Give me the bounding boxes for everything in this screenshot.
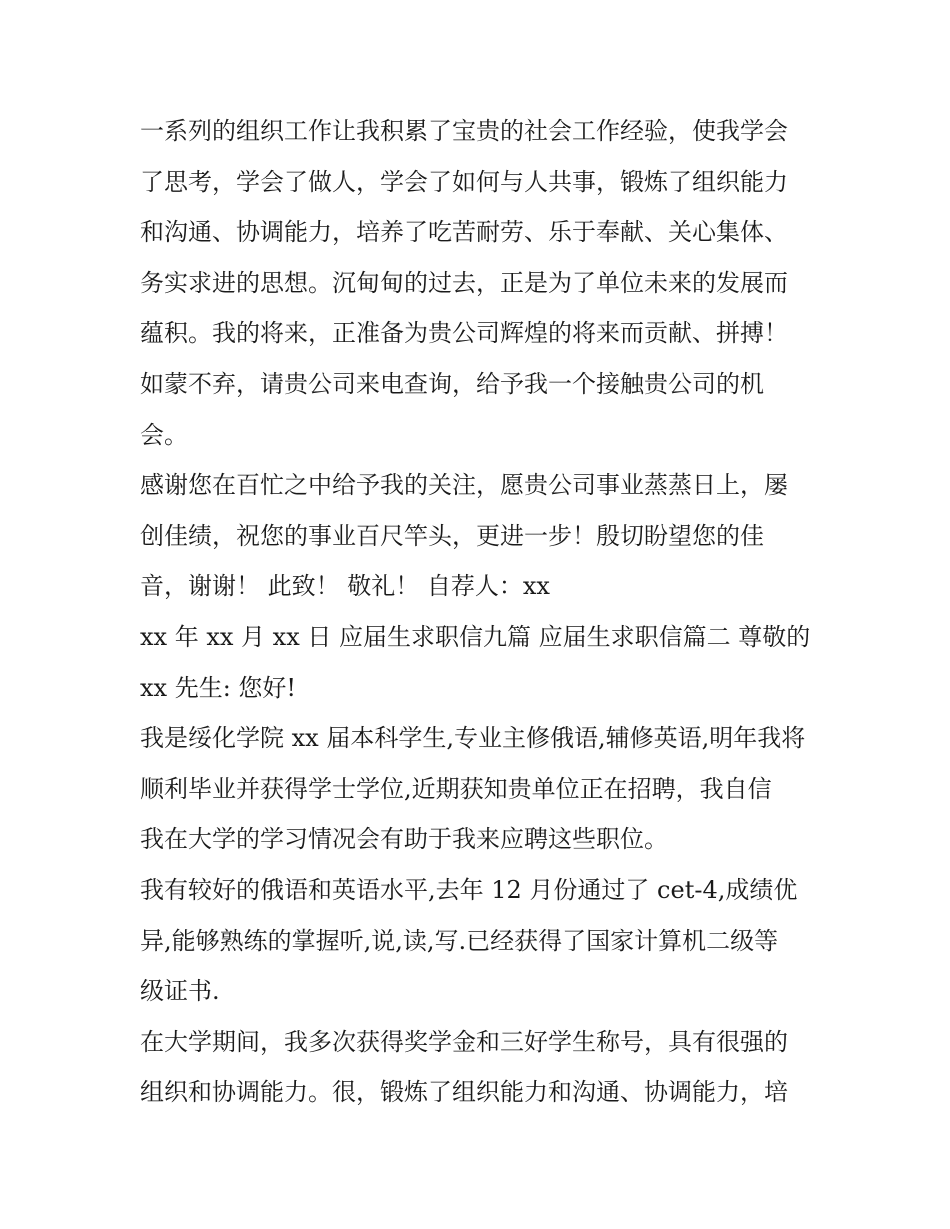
text-line: 音，谢谢！ 此致！ 敬礼！ 自荐人：xx xyxy=(140,572,550,601)
text-line: 顺利毕业并获得学士学位,近期获知贵单位正在招聘，我自信 xyxy=(140,774,772,803)
text-line: 异,能够熟练的掌握听,说,读,写.已经获得了国家计算机二级等 xyxy=(140,926,779,955)
text-line: 在大学期间，我多次获得奖学金和三好学生称号，具有很强的 xyxy=(140,1027,788,1056)
text-line: xx 年 xx 月 xx 日 应届生求职信九篇 应届生求职信篇二 尊敬的 xyxy=(140,622,811,651)
text-line: 会。 xyxy=(140,420,188,449)
text-line: 务实求进的思想。沉甸甸的过去，正是为了单位未来的发展而 xyxy=(140,268,788,297)
text-line: 和沟通、协调能力，培养了吃苦耐劳、乐于奉献、关心集体、 xyxy=(140,218,788,247)
text-line: 蕴积。我的将来，正准备为贵公司辉煌的将来而贡献、拼搏！ xyxy=(140,319,788,348)
document-body xyxy=(140,106,830,1118)
text-line: xx 先生: 您好! xyxy=(140,673,297,702)
text-line: 我是绥化学院 xx 届本科学生,专业主修俄语,辅修英语,明年我将 xyxy=(140,724,806,753)
text-line: 我有较好的俄语和英语水平,去年 12 月份通过了 cet-4,成绩优 xyxy=(140,875,798,904)
text-line: 我在大学的学习情况会有助于我来应聘这些职位。 xyxy=(140,825,668,854)
text-line: 级证书. xyxy=(140,977,220,1006)
text-line: 了思考，学会了做人，学会了如何与人共事，锻炼了组织能力 xyxy=(140,167,788,196)
text-line: 一系列的组织工作让我积累了宝贵的社会工作经验，使我学会 xyxy=(140,117,788,145)
text-line: 组织和协调能力。很，锻炼了组织能力和沟通、协调能力，培 xyxy=(140,1078,788,1107)
text-line: 创佳绩，祝您的事业百尺竿头，更进一步！殷切盼望您的佳 xyxy=(140,521,764,550)
text-line: 感谢您在百忙之中给予我的关注，愿贵公司事业蒸蒸日上，屡 xyxy=(140,471,788,500)
text-line: 如蒙不弃，请贵公司来电查询，给予我一个接触贵公司的机 xyxy=(140,369,764,398)
